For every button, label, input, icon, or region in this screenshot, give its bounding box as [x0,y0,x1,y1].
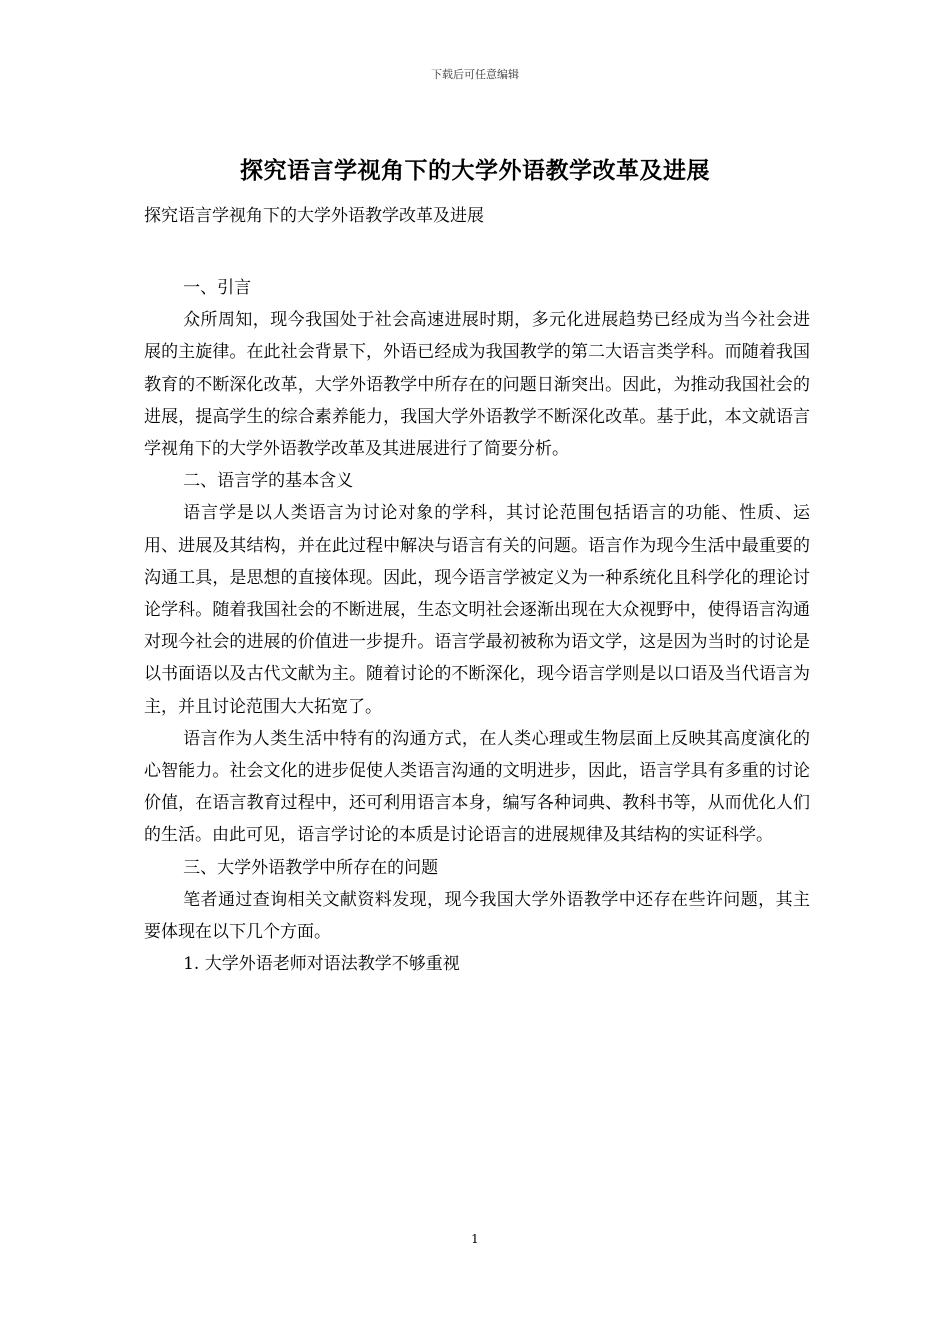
header-note: 下载后可任意编辑 [431,68,519,81]
page-number: 1 [471,1232,479,1246]
section-heading-introduction: 一、引言 [183,278,252,298]
paragraph: 笔者通过查询相关文献资料发现，现今我国大学外语教学中还存在些许问题，其主要体现在以下几个方面。 [144,889,810,943]
section-heading-problems: 三、大学外语教学中所存在的问题 [183,857,439,878]
subsection-heading-grammar: 1. 大学外语老师对语法教学不够重视 [183,954,460,975]
document-subtitle: 探究语言学视角下的大学外语教学改革及进展 [144,206,484,226]
paragraph: 语言作为人类生活中特有的沟通方式，在人类心理或生物层面上反映其高度演化的心智能力。社会文化的进步促使人类语言沟通的文明进步，因此，语言学具有多重的讨论价值，在语言教育过程中，还可利用语言本身，编写各种词典、教科书等，从而优化人们的生活。由此可见，语言学讨论的本质是讨论语言的进展规律及其结构的实证科学。 [144,728,810,846]
document-body [144,272,810,980]
section-heading-linguistics-meaning: 二、语言学的基本含义 [183,471,354,492]
paragraph: 语言学是以人类语言为讨论对象的学科，其讨论范围包括语言的功能、性质、运用、进展及其结构，并在此过程中解决与语言有关的问题。语言作为现今生活中最重要的沟通工具，是思想的直接体现。因此，现今语言学被定义为一种系统化且科学化的理论讨论学科。随着我国社会的不断进展，生态文明社会逐渐出现在大众视野中，使得语言沟通对现今社会的进展的价值进一步提升。语言学最初被称为语文学，这是因为当时的讨论是以书面语以及古代文献为主。随着讨论的不断深化，现今语言学则是以口语及当代语言为主，并且讨论范围大大拓宽了。 [144,503,810,717]
document-title: 探究语言学视角下的大学外语教学改革及进展 [240,157,710,184]
paragraph: 众所周知，现今我国处于社会高速进展时期，多元化进展趋势已经成为当今社会进展的主旋律。在此社会背景下，外语已经成为我国教学的第二大语言类学科。而随着我国教育的不断深化改革，大学外语教学中所存在的问题日渐突出。因此，为推动我国社会的进展，提高学生的综合素养能力，我国大学外语教学不断深化改革。基于此，本文就语言学视角下的大学外语教学改革及其进展进行了简要分析。 [144,310,810,460]
